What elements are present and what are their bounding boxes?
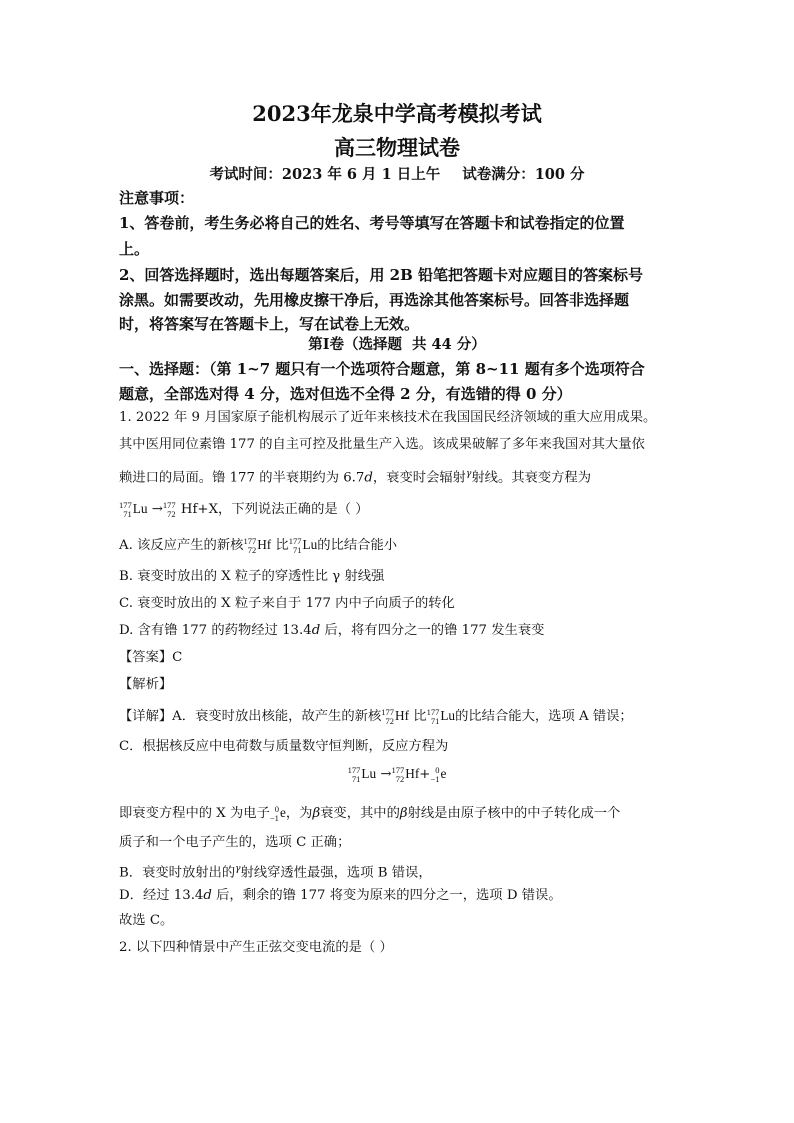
q1-line1: 1. 2022 年 9 月国家原子能机构展示了近年来核技术在我国国民经济领域的重大应用成果。 — [119, 410, 657, 425]
q1-detail-end: 的比结合能大，选项 A 错误； — [455, 709, 633, 724]
q1-option-d-a: D. 含有镥 177 的药物经过 13.4 — [119, 623, 312, 638]
nuclide-lu: 177 71 Lu — [119, 499, 148, 519]
q1-detail-compare: 比 — [413, 709, 427, 724]
section-intro-line2: 题意，全部选对得 4 分，选对但选不全得 2 分，有选错的得 0 分） — [119, 385, 572, 403]
q1-b-line-gamma: γ — [235, 864, 241, 874]
q1-option-a-text: A. 该反应产生的新核 — [119, 538, 244, 553]
reaction-arrow: → — [151, 502, 163, 517]
q1-eq-tail: Hf+X — [180, 502, 219, 517]
exam-time: 考试时间：2023 年 6 月 1 日上午 — [209, 166, 441, 183]
notes-item2-line2: 涂黑。如需要改动，先用橡皮擦干净后，再选涂其他答案标号。回答非选择题 — [119, 291, 630, 309]
q1-detail-a: 【详解】A．衰变时放出核能，故产生的新核 177 72 Hf 比 177 71 Lu的比结合能大，选项 A 错误； — [119, 706, 633, 726]
decay-arrow: → — [380, 767, 392, 783]
notes-item2-line3: 时，将答案写在答题卡上，写在试卷上无效。 — [119, 315, 420, 333]
q1-option-d-d: d — [311, 623, 321, 638]
exam-meta — [0, 163, 794, 184]
decay-equation: 177 71 Lu → 177 72 Hf+ 0 −1 e — [347, 765, 447, 784]
exam-subtitle: 高三物理试卷 — [334, 135, 460, 160]
q1-line3-gamma: γ — [465, 469, 472, 479]
q1-option-b: B. 衰变时放出的 X 粒子的穿透性比 γ 射线强 — [119, 569, 385, 584]
notes-item1-line2: 上。 — [119, 240, 150, 258]
q1-c-exp-beta2: β — [399, 806, 408, 821]
q1-c-exp-beta: β — [312, 806, 321, 821]
q1-line3-a: 赖进口的局面。镥 177 的半衰期约为 6.7 — [119, 470, 365, 486]
q1-line3-c: 射线。其衰变方程为 — [471, 470, 592, 486]
q1-c-explanation-line2: 质子和一个电子产生的，选项 C 正确； — [119, 835, 351, 850]
q1-line2: 其中医用同位素镥 177 的自主可控及批量生产入选。该成果破解了多年来我国对其大量依 — [119, 437, 645, 452]
notes-item1-line1: 1、答卷前，考生务必将自己的姓名、考号等填写在答题卡和试卷指定的位置 — [119, 214, 625, 232]
q1-d-line-b: 后，剩余的镥 177 将变为原来的四分之一，选项 D 错误。 — [211, 888, 562, 903]
q1-d-line — [119, 883, 679, 909]
q1-conclusion: 故选 C。 — [119, 913, 174, 928]
section-intro-line1: 一、选择题：（第 1~7 题只有一个选项符合题意，第 8~11 题有多个选项符合 — [119, 360, 645, 378]
q1-line3-b: ，衰变时会辐射 — [372, 470, 466, 486]
q1-d-line-a: D．经过 13.4 — [119, 888, 204, 903]
q2-line1: 2. 以下四种情景中产生正弦交变电流的是（ ） — [119, 940, 393, 955]
q1-line3 — [119, 461, 679, 491]
q1-c-line: C．根据核反应中电荷数与质量数守恒判断，反应方程为 — [119, 739, 449, 754]
notes-heading: 注意事项： — [119, 189, 195, 207]
q1-equation-line — [119, 496, 679, 523]
q1-option-a: A. 该反应产生的新核 177 72 Hf 比 177 71 Lu的比结合能小 — [119, 535, 398, 555]
q1-answer: 【答案】C — [119, 650, 183, 665]
q1-c-exp-d: 射线是由原子核中的中子转化成一个 — [407, 806, 621, 821]
q1-option-d — [119, 618, 679, 644]
q1-option-d-b: 后，将有四分之一的镥 177 发生衰变 — [320, 623, 545, 638]
q1-b-line-b: 射线穿透性最强，选项 B 错误， — [240, 865, 432, 881]
q1-c-exp-a: 即衰变方程中的 X 为电子 — [119, 806, 270, 821]
section-title-b: 共 44 分） — [412, 336, 486, 353]
q1-d-line-d: d — [203, 888, 212, 903]
q1-b-line-a: B．衰变时放射出的 — [119, 865, 236, 881]
q1-line3-d: d — [364, 470, 373, 486]
q1-detail-a-text: 【详解】A．衰变时放出核能，故产生的新核 — [119, 709, 382, 724]
q1-option-a-end: 的比结合能小 — [317, 538, 398, 553]
full-score: 试卷满分：100 分 — [462, 166, 585, 183]
nuclide-hf: 177 72 — [162, 499, 176, 519]
q1-c-exp-c: 衰变，其中的 — [320, 806, 400, 821]
q1-analysis: 【解析】 — [119, 677, 173, 692]
q1-option-a-compare: 比 — [275, 538, 289, 553]
q1-option-c: C. 衰变时放出的 X 粒子来自于 177 内中子向质子的转化 — [119, 596, 455, 611]
q1-eq-suffix: ，下列说法正确的是（ ） — [218, 502, 369, 517]
notes-item2-line1: 2、回答选择题时，选出每题答案后，用 2B 铅笔把答题卡对应题目的答案标号 — [119, 266, 643, 284]
q1-c-exp-b: ，为 — [285, 806, 313, 821]
section-title — [0, 333, 794, 354]
q1-b-line — [119, 856, 679, 886]
exam-title: 2023年龙泉中学高考模拟考试 — [252, 101, 542, 126]
section-title-a: 第Ⅰ卷（选择题 — [308, 336, 402, 353]
q1-c-explanation: 即衰变方程中的 X 为电子 0 −1 e，为β衰变，其中的β射线是由原子核中的中子转化成一个 — [119, 803, 621, 823]
